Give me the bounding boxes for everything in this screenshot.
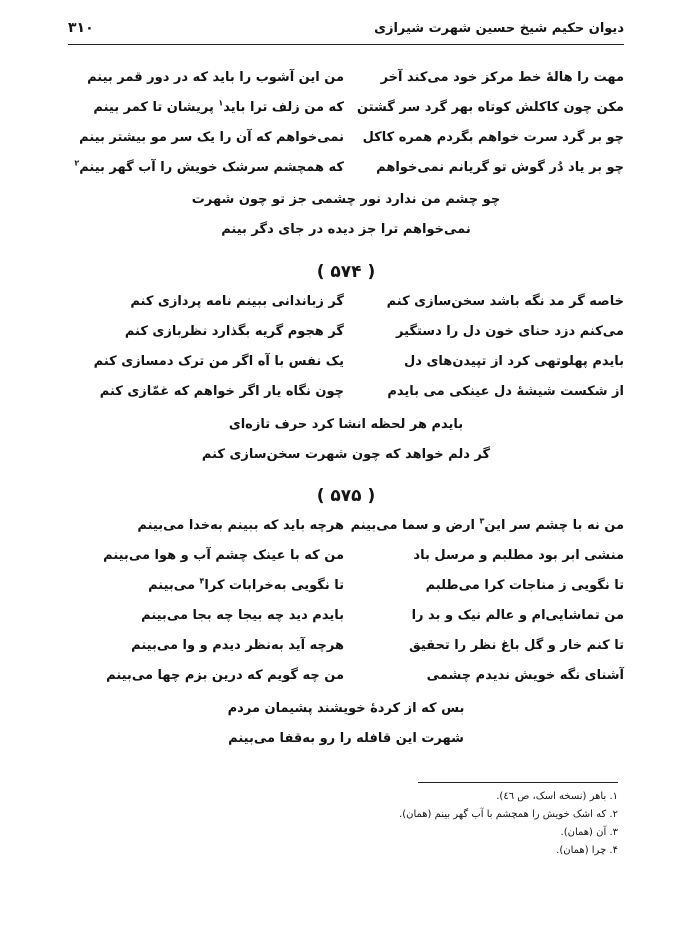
hemistich-text: تا نگویی به‌خرابات کرا (204, 578, 344, 593)
hemistich-first: مکن چون کاکلش کوتاه بهر گرد سر گشتن (357, 100, 624, 115)
verse-row (68, 512, 624, 542)
verse-row (68, 318, 624, 348)
hemistich-second: من این آشوب را باید که در دور قمر بینم (87, 70, 344, 85)
hemistich-first: منشی ابر بود مطلبم و مرسل باد (413, 548, 624, 563)
hemistich-first: من تماشایی‌ام و عالم نیک و بد را (411, 608, 624, 623)
verse-row (68, 572, 624, 602)
poem-574-closing (68, 410, 624, 470)
closing-line: چو چشم من ندارد نور چشمی جز تو چون شهرت (191, 192, 501, 207)
verse-row (68, 154, 624, 184)
footnote: ۴. چرا (همان). (556, 845, 618, 856)
footnote-ref: ۴ (199, 576, 205, 586)
hemistich-second: نمی‌خواهم که آن را یک سر مو بیشتر بینم (79, 130, 344, 145)
hemistich-second: گر زباندانی ببینم نامه پردازی کنم (130, 294, 344, 309)
verse-row (68, 542, 624, 572)
hemistich-first: مهت را هالهٔ خط مرکز خود می‌کند آخر (380, 70, 624, 85)
closing-line: شهرت این قافله را رو به‌قفا می‌بینم (228, 731, 464, 746)
closing-line: نمی‌خواهم ترا جز دیده در جای دگر بینم (221, 222, 471, 237)
hemistich-text: که من زلف ترا باید (223, 100, 344, 115)
hemistich-second: من که با عینک چشم آب و هوا می‌بینم (103, 548, 344, 563)
hemistich-second: من چه گویم که درین بزم چها می‌بینم (106, 668, 344, 683)
hemistich-second: بایدم دید چه بیجا چه بجا می‌بینم (141, 608, 344, 623)
hemistich-second: هرچه آید به‌نظر دیدم و وا می‌بینم (131, 638, 344, 653)
hemistich-second (68, 100, 344, 115)
hemistich-text: من نه با چشم سر این (484, 518, 624, 533)
verse-row (68, 378, 624, 408)
hemistich-second: هرچه باید که ببینم به‌خدا می‌بینم (137, 518, 344, 533)
hemistich-first: تا نگویی ز مناجات کرا می‌طلبم (425, 578, 624, 593)
poem-575-verses (68, 512, 624, 692)
footnote-divider (418, 782, 618, 783)
poem-573-verses (68, 64, 624, 184)
verse-row (68, 602, 624, 632)
hemistich-first: می‌کنم دزد حنای خون دل را دستگیر (396, 324, 624, 339)
hemistich-text: که همچشم سرشک خویش را آب گهر بینم (79, 160, 344, 175)
hemistich-first: بایدم پهلوتهی کرد از تپیدن‌های دل (404, 354, 624, 369)
hemistich-first: خاصه گر مد نگه باشد سخن‌سازی کنم (386, 294, 624, 309)
closing-line: گر دلم خواهد که چون شهرت سخن‌سازی کنم (201, 447, 491, 462)
footnote-ref: ۳ (479, 516, 485, 526)
footnote: ۲. که اشک خویش را همچشم با آب گهر بینم (همان). (399, 809, 618, 820)
hemistich-text: ارض و سما می‌بینم (350, 518, 480, 533)
page-number: ۳۱۰ (68, 20, 94, 36)
hemistich-first: تا کنم خار و گل باغ نظر را تحقیق (409, 638, 624, 653)
verse-row (68, 124, 624, 154)
footnote-ref: ۲ (74, 158, 80, 168)
hemistich-text: می‌بینم (148, 578, 200, 593)
hemistich-first: از شکست شیشهٔ دل عینکی می بایدم (387, 384, 624, 399)
hemistich-second: یک نفس با آه اگر من ترک دمسازی کنم (93, 354, 344, 369)
footnote: ۳. آن (همان). (560, 827, 618, 838)
hemistich-first: آشنای نگه خویش ندیدم چشمی (426, 668, 624, 683)
verse-row (68, 94, 624, 124)
footnotes (98, 788, 618, 860)
running-header (68, 18, 624, 45)
hemistich-second: چون نگاه یار اگر خواهم که غمّازی کنم (99, 384, 344, 399)
book-title: دیوان حکیم شیخ حسین شهرت شیرازی (374, 21, 624, 36)
hemistich-second (68, 160, 344, 175)
hemistich-first (348, 518, 624, 533)
verse-row (68, 64, 624, 94)
footnote: ۱. باهر (نسخه اسک، ص ٤٦). (496, 791, 618, 802)
poem-number: ( ۵۷۵ ) (316, 486, 376, 506)
footnote-ref: ۱ (218, 98, 224, 108)
verse-row (68, 662, 624, 692)
closing-line: بایدم هر لحظه انشا کرد حرف تازه‌ای (228, 417, 464, 432)
poem-575-closing (68, 694, 624, 754)
verse-row (68, 348, 624, 378)
poem-573-closing (68, 185, 624, 245)
poem-574-verses (68, 288, 624, 408)
hemistich-text: پریشان تا کمر بینم (93, 100, 219, 115)
hemistich-first: چو بر یاد دُر گوش تو گریانم نمی‌خواهم (376, 160, 624, 175)
verse-row (68, 632, 624, 662)
hemistich-first: چو بر گرد سرت خواهم بگردم همره کاکل (362, 130, 624, 145)
hemistich-second (68, 578, 344, 593)
closing-line: بس که از کردهٔ خویشند پشیمان مردم (227, 701, 465, 716)
verse-row (68, 288, 624, 318)
poem-number: ( ۵۷۴ ) (316, 262, 376, 282)
hemistich-second: گر هجوم گریه بگذارد نظربازی کنم (124, 324, 344, 339)
